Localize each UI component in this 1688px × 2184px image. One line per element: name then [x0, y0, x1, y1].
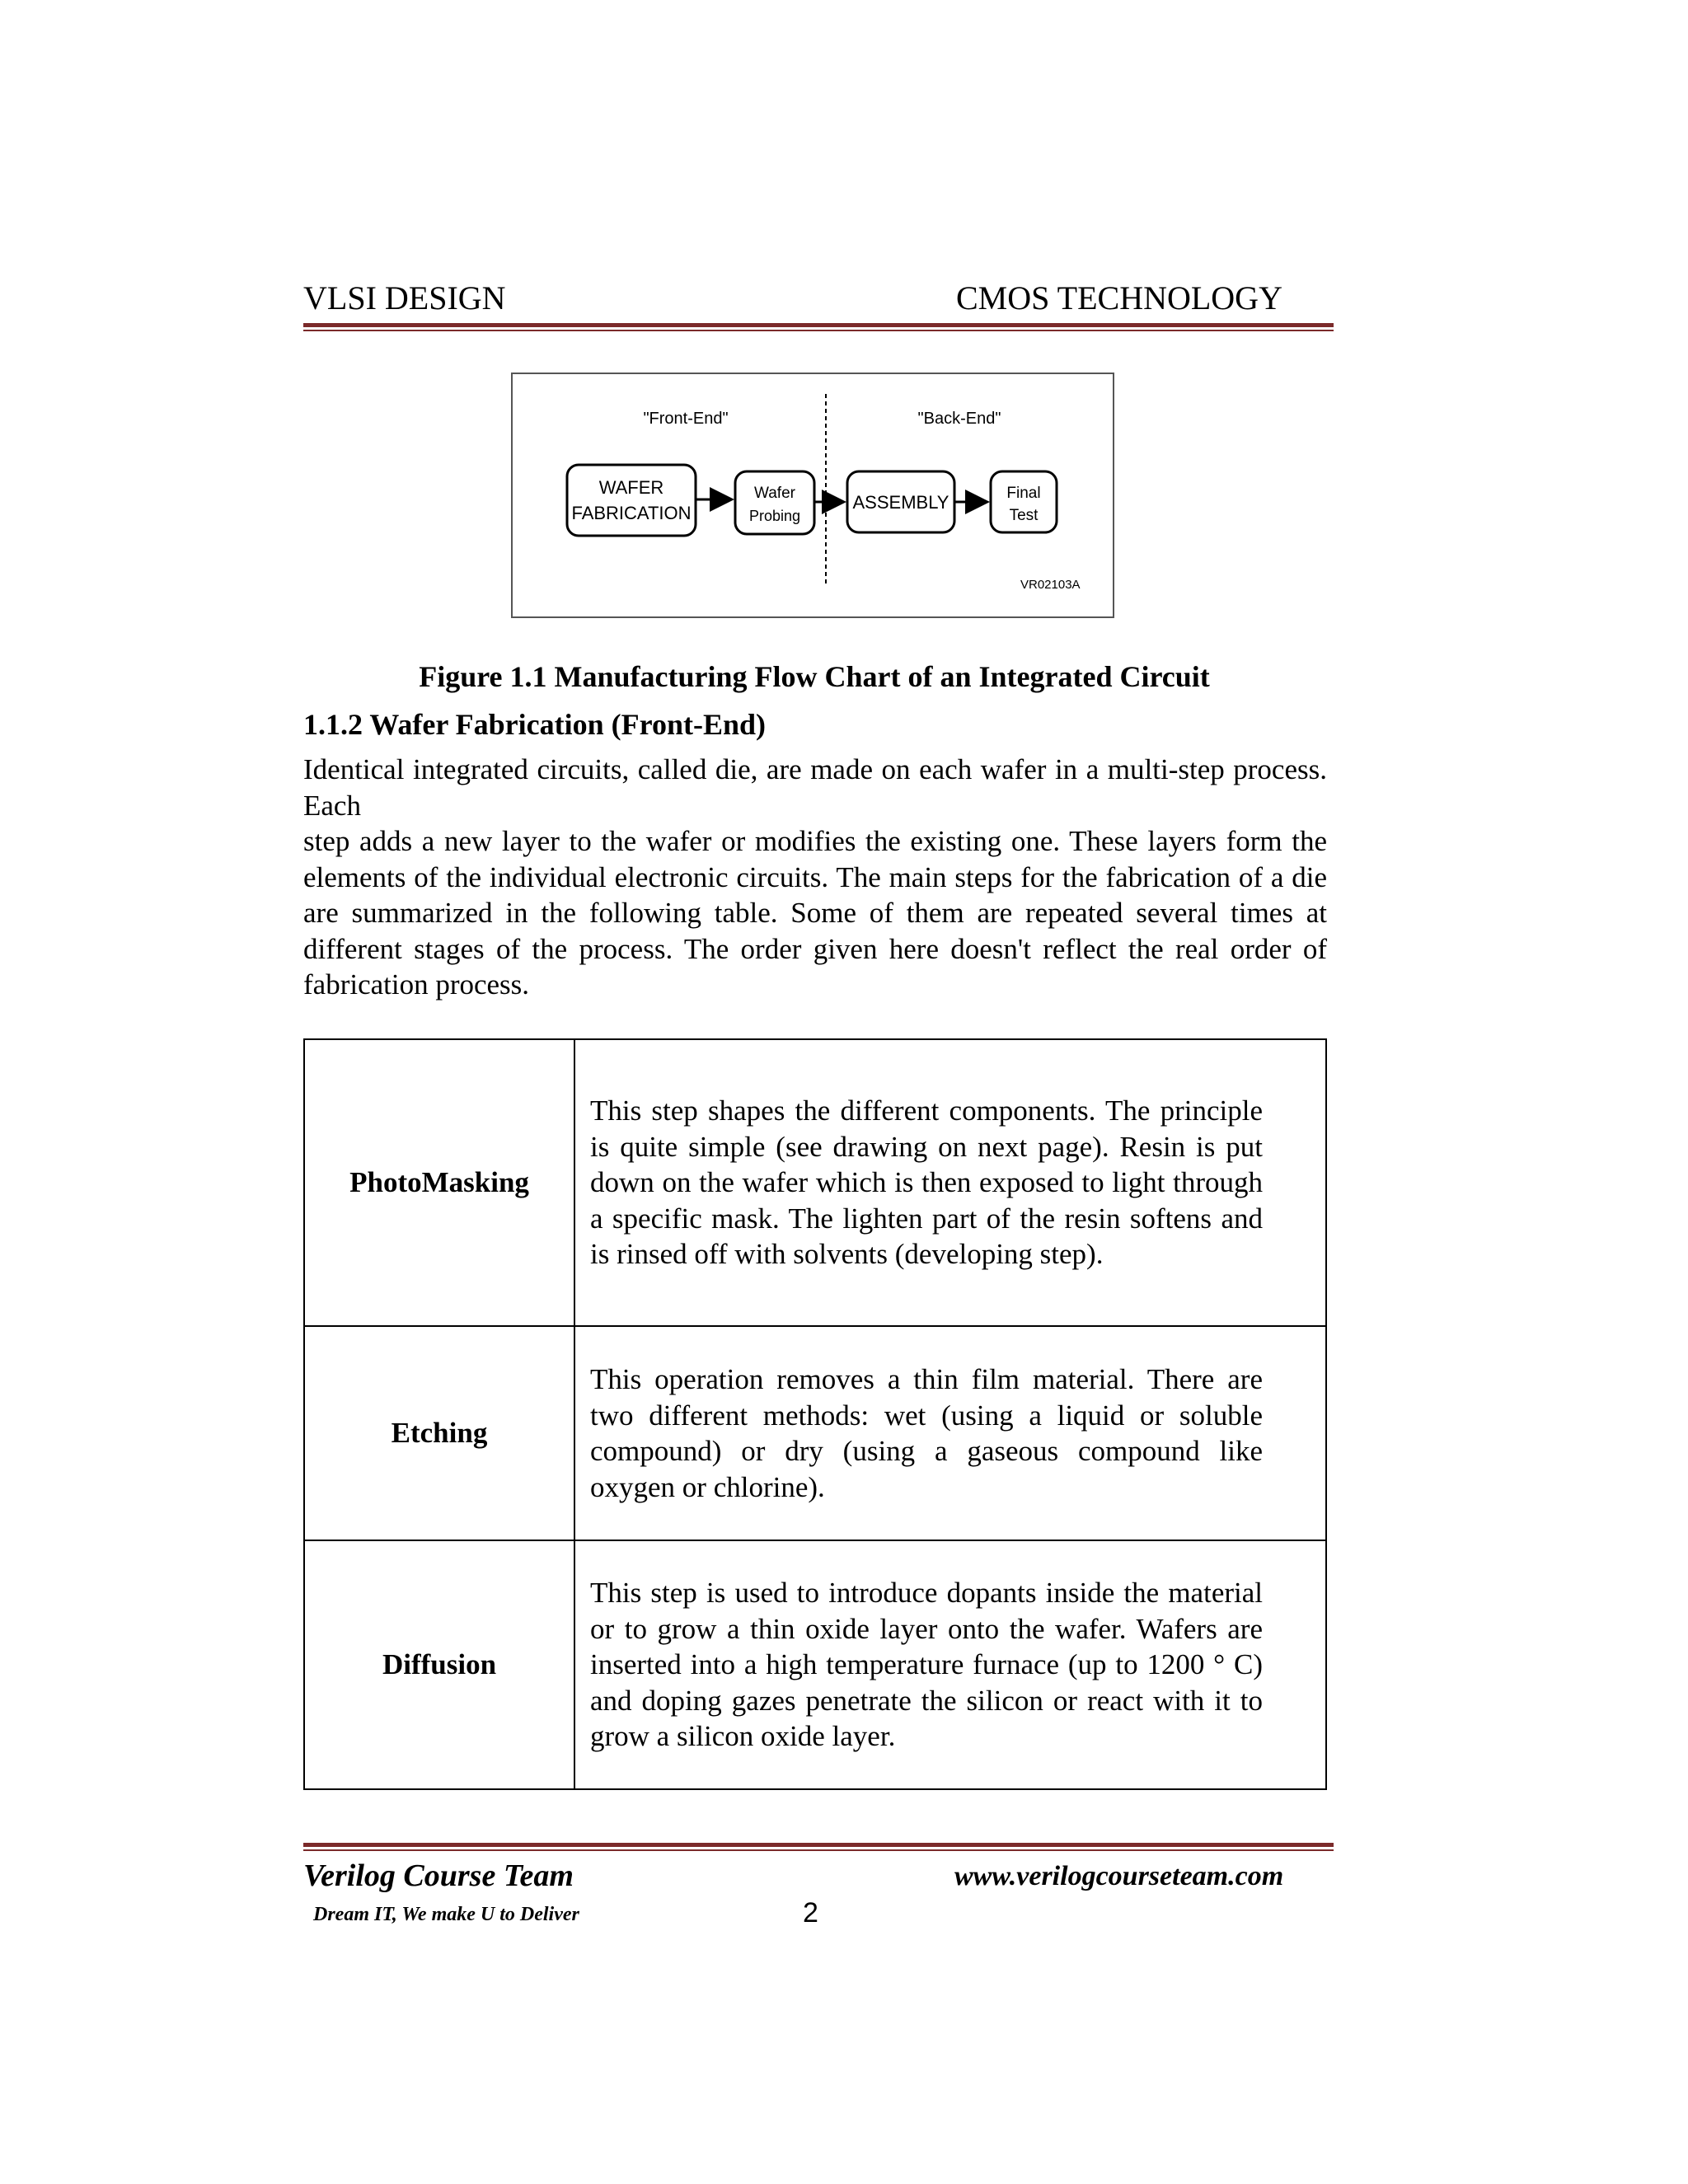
- wafer-fabrication-label-2: FABRICATION: [571, 503, 692, 523]
- table-row: [304, 1326, 1326, 1540]
- wafer-probing-label-1: Wafer: [754, 485, 795, 502]
- footer-website: www.verilogcourseteam.com: [954, 1861, 1284, 1891]
- section-heading: 1.1.2 Wafer Fabrication (Front-End): [303, 708, 766, 741]
- manufacturing-flow-figure: [511, 373, 1114, 618]
- paragraph-1: Identical integrated circuits, called die, are made on each wafer in a multi-step process. Each: [303, 753, 1327, 822]
- footer-tagline: Dream IT, We make U to Deliver: [313, 1904, 579, 1925]
- wafer-probing-box: [735, 471, 814, 534]
- final-test-label-2: Test: [1009, 507, 1039, 524]
- footer-team-name: Verilog Course Team: [303, 1858, 574, 1893]
- step-name: Diffusion: [304, 1540, 574, 1789]
- wafer-fabrication-label-1: WAFER: [598, 477, 664, 498]
- header-rule-thin: [303, 330, 1334, 331]
- wafer-probing-label-2: Probing: [748, 508, 801, 524]
- paragraph-2: step adds a new layer to the wafer or modifies the existing one. These layers form the elements of the individual electronic circuits. The main steps for the fabrication of a die are summarized in the following table. Some of them are repeated several times at different stages of the process. The order given here doesn't reflect the real order of fabrication process.: [303, 825, 1327, 1001]
- figure-code: VR02103A: [1020, 578, 1081, 592]
- footer-rule-thick: [303, 1843, 1334, 1847]
- step-description: This operation removes a thin film material. There are two different methods: wet (using a liquid or soluble compound) or dry (using a gaseous compound like oxygen or chlorine).: [574, 1326, 1326, 1540]
- step-name: PhotoMasking: [304, 1039, 574, 1326]
- footer-rule-thin: [303, 1849, 1334, 1851]
- flow-diagram: [513, 374, 1113, 616]
- wafer-fabrication-box: [567, 465, 696, 536]
- figure-caption: Figure 1.1 Manufacturing Flow Chart of an Integrated Circuit: [419, 660, 1210, 693]
- back-end-label: "Back-End": [917, 410, 1001, 428]
- page-number: 2: [803, 1897, 818, 1929]
- table-row: [304, 1540, 1326, 1789]
- step-name: Etching: [304, 1326, 574, 1540]
- final-test-label-1: Final: [1006, 485, 1041, 502]
- step-description: This step is used to introduce dopants inside the material or to grow a thin oxide layer onto the wafer. Wafers are inserted into a high temperature furnace (up to 1200 ° C) and doping gazes penetrate the silicon or react with it to grow a silicon oxide layer.: [574, 1540, 1326, 1789]
- table-row: [304, 1039, 1326, 1326]
- header-title-left: VLSI DESIGN: [303, 279, 506, 316]
- assembly-label: ASSEMBLY: [852, 492, 950, 513]
- header-rule-thick: [303, 323, 1334, 327]
- header-title-right: CMOS TECHNOLOGY: [956, 279, 1282, 316]
- fabrication-steps-table: [303, 1038, 1327, 1790]
- step-description: This step shapes the different components. The principle is quite simple (see drawing on next page). Resin is put down on the wafer which is then exposed to light through a specific mask. The lighten part of the resin softens and is rinsed off with solvents (developing step).: [574, 1039, 1326, 1326]
- front-end-label: "Front-End": [643, 410, 729, 428]
